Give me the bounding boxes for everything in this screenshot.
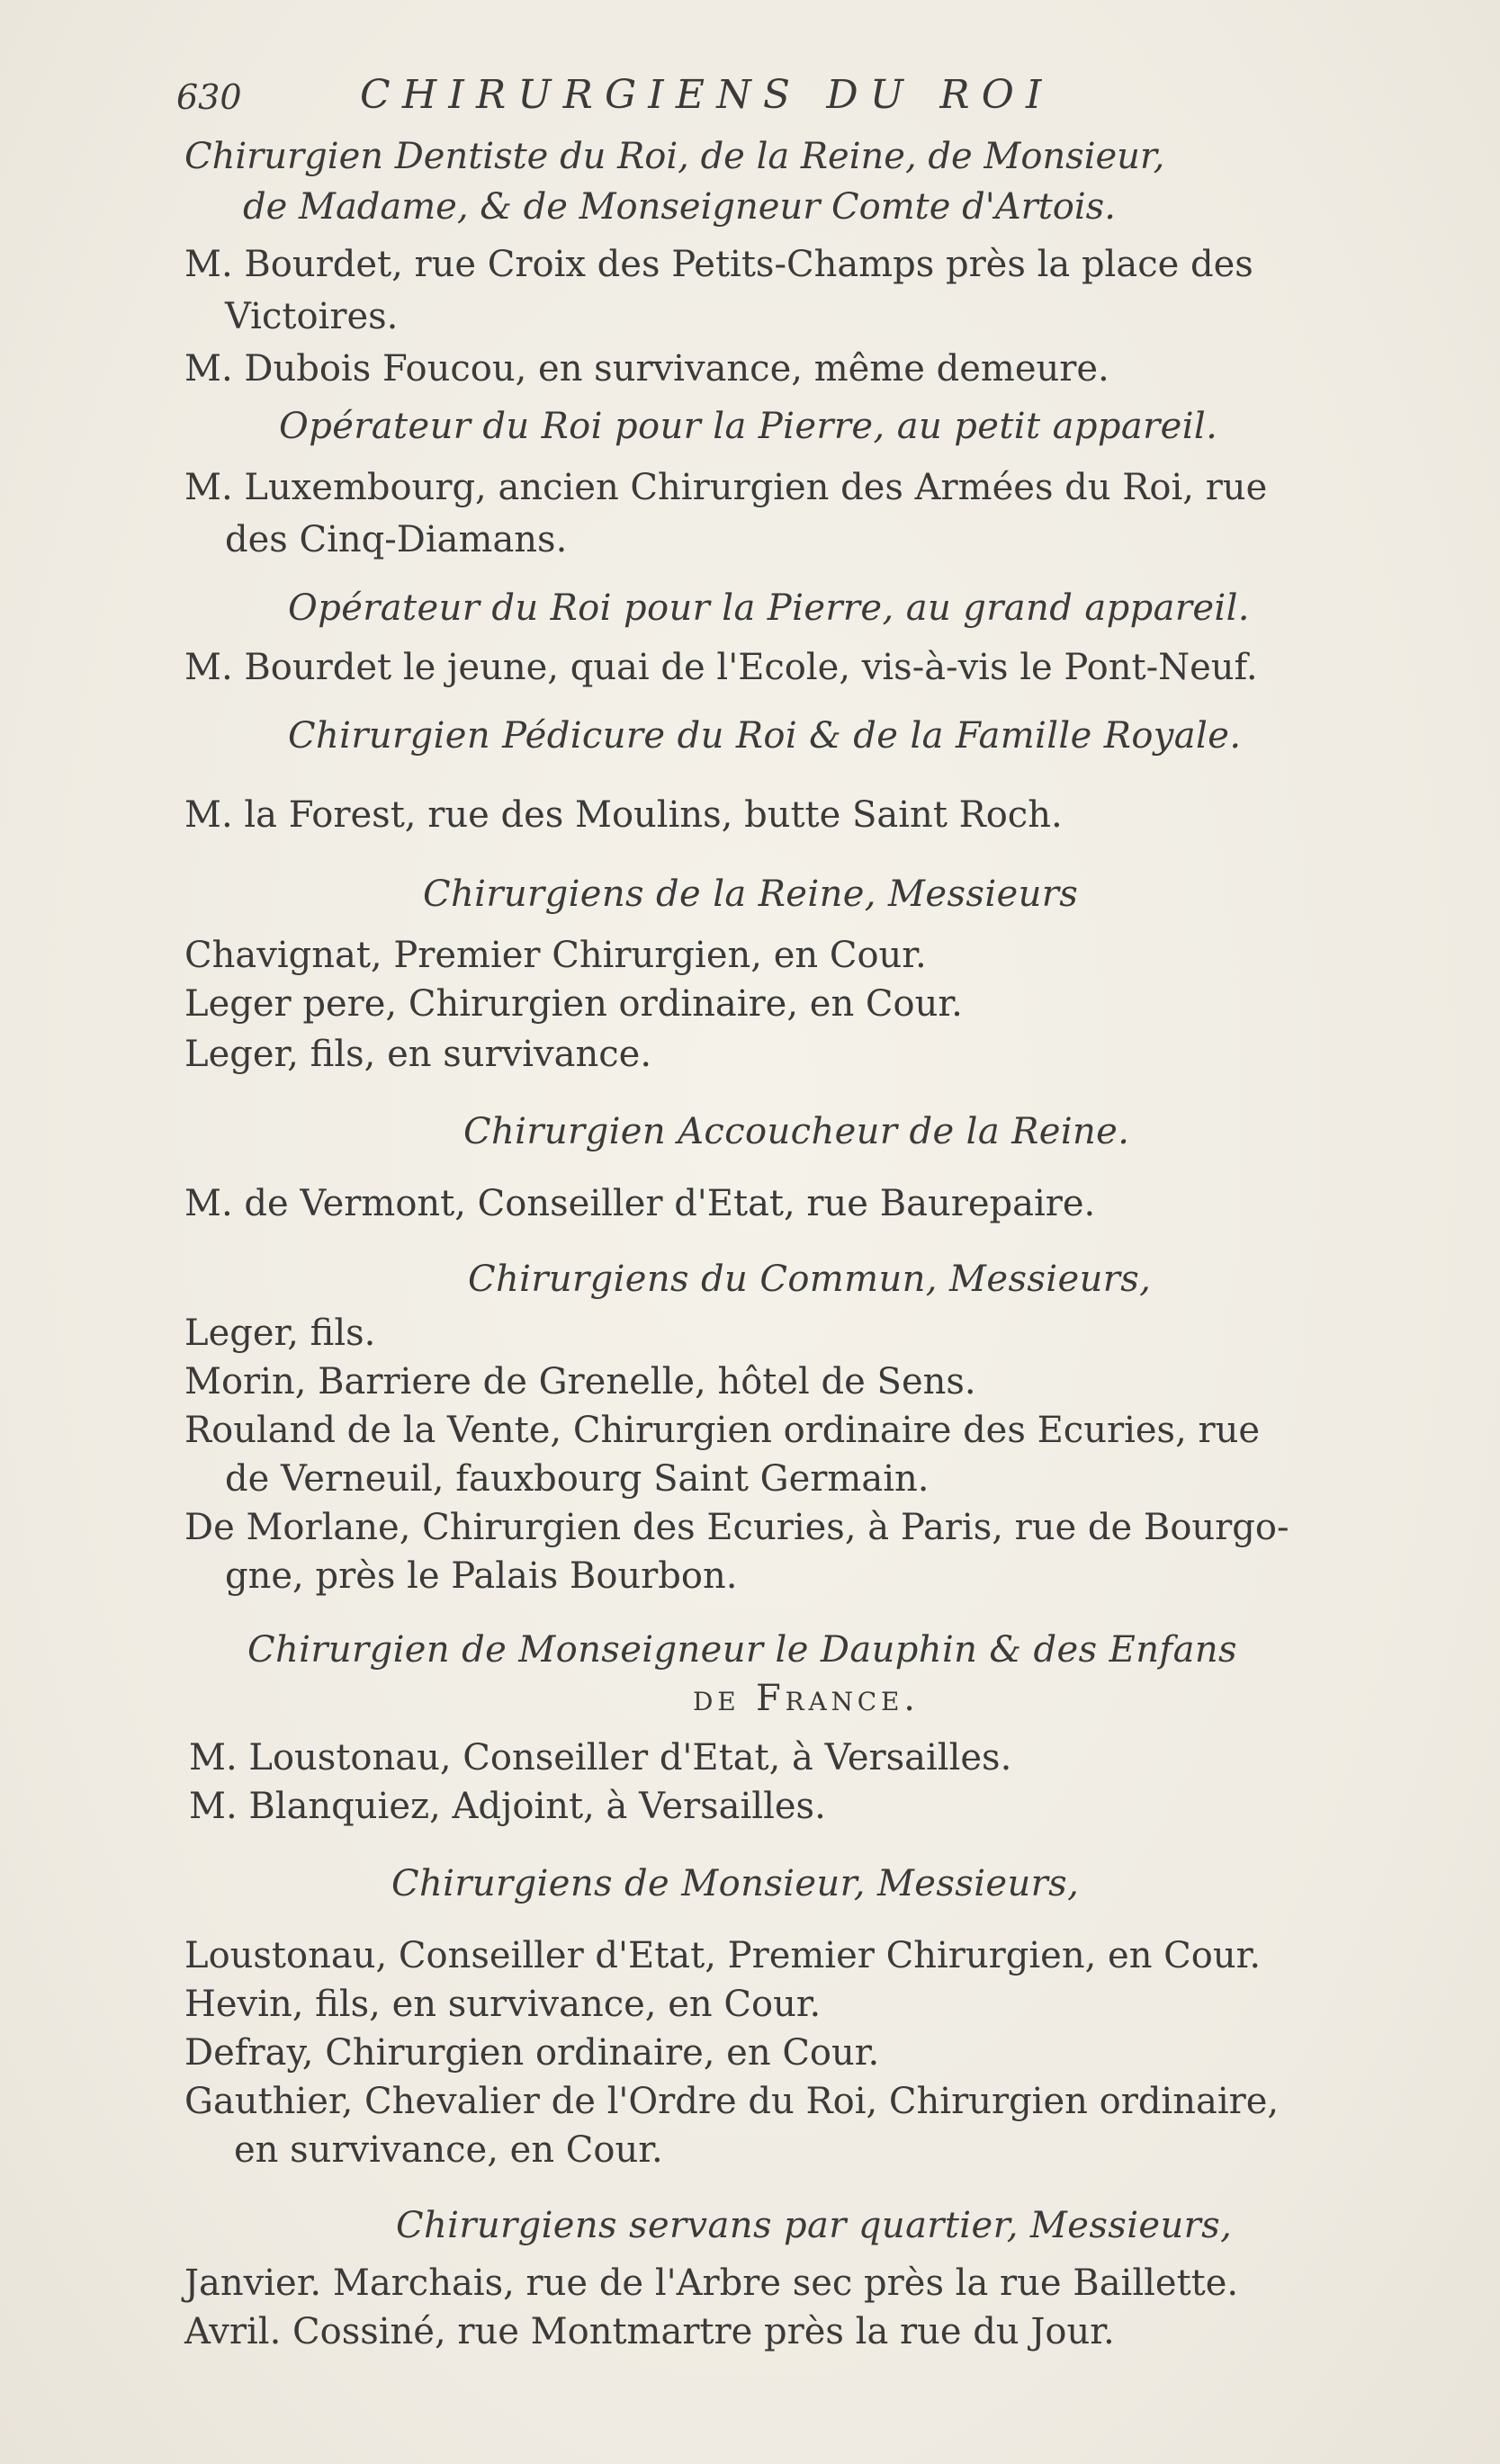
text-line: M. Luxembourg, ancien Chirurgien des Armées du Roi, rue <box>184 467 1268 508</box>
section-heading: Chirurgiens servans par quartier, Messieurs, <box>396 2205 1233 2246</box>
text-line: Loustonau, Conseiller d'Etat, Premier Chirurgien, en Cour. <box>184 1935 1262 1976</box>
text-line: Avril. Cossiné, rue Montmartre près la rue du Jour. <box>184 2311 1115 2352</box>
section-heading: Opérateur du Roi pour la Pierre, au grand appareil. <box>288 587 1250 629</box>
text-line: Gauthier, Chevalier de l'Ordre du Roi, Chirurgien ordinaire, <box>184 2081 1280 2122</box>
text-line: M. la Forest, rue des Moulins, butte Saint Roch. <box>184 794 1063 836</box>
text-line: De Morlane, Chirurgien des Ecuries, à Paris, rue de Bourgo- <box>184 1507 1289 1548</box>
text-line: M. de Vermont, Conseiller d'Etat, rue Baurepaire. <box>184 1183 1096 1224</box>
text-line: M. Dubois Foucou, en survivance, même demeure. <box>184 348 1109 390</box>
text-line: Leger, fils, en survivance. <box>184 1034 652 1075</box>
section-heading: Chirurgiens du Commun, Messieurs, <box>468 1259 1152 1300</box>
text-line: Defray, Chirurgien ordinaire, en Cour. <box>184 2032 880 2074</box>
section-heading: de France. <box>693 1678 920 1719</box>
text-line: M. Bourdet, rue Croix des Petits-Champs près la place des <box>184 244 1253 285</box>
text-line: M. Bourdet le jeune, quai de l'Ecole, vis-à-vis le Pont-Neuf. <box>184 647 1258 688</box>
text-line: Chirurgien Dentiste du Roi, de la Reine, de Monsieur, <box>184 136 1165 177</box>
text-line: Morin, Barriere de Grenelle, hôtel de Sens. <box>184 1361 976 1402</box>
text-line: M. Loustonau, Conseiller d'Etat, à Versailles. <box>189 1737 1012 1779</box>
running-head: CHIRURGIENS DU ROI <box>360 72 1054 118</box>
section-heading: Chirurgien Accoucheur de la Reine. <box>463 1111 1130 1152</box>
text-line: Leger pere, Chirurgien ordinaire, en Cour. <box>184 983 963 1025</box>
text-line: des Cinq-Diamans. <box>225 519 568 560</box>
text-line: Victoires. <box>225 296 399 337</box>
section-heading: Chirurgien de Monseigneur le Dauphin & des Enfans <box>247 1629 1237 1671</box>
section-heading: Chirurgiens de la Reine, Messieurs <box>423 874 1079 915</box>
section-heading: Opérateur du Roi pour la Pierre, au petit appareil. <box>279 406 1218 447</box>
text-line: M. Blanquiez, Adjoint, à Versailles. <box>189 1786 826 1827</box>
text-line: gne, près le Palais Bourbon. <box>225 1555 738 1597</box>
text-line: en survivance, en Cour. <box>234 2129 663 2171</box>
text-line: de Verneuil, fauxbourg Saint Germain. <box>225 1458 930 1500</box>
section-heading: Chirurgien Pédicure du Roi & de la Famille Royale. <box>288 715 1242 757</box>
page-number: 630 <box>176 77 242 117</box>
text-line: Leger, fils. <box>184 1313 376 1354</box>
section-heading: Chirurgiens de Monsieur, Messieurs, <box>391 1863 1080 1904</box>
text-line: Chavignat, Premier Chirurgien, en Cour. <box>184 935 927 976</box>
text-line: Hevin, fils, en survivance, en Cour. <box>184 1984 822 2025</box>
text-line: de Madame, & de Monseigneur Comte d'Artois. <box>243 186 1116 228</box>
text-line: Janvier. Marchais, rue de l'Arbre sec près la rue Baillette. <box>184 2262 1239 2304</box>
text-line: Rouland de la Vente, Chirurgien ordinaire des Ecuries, rue <box>184 1410 1261 1451</box>
